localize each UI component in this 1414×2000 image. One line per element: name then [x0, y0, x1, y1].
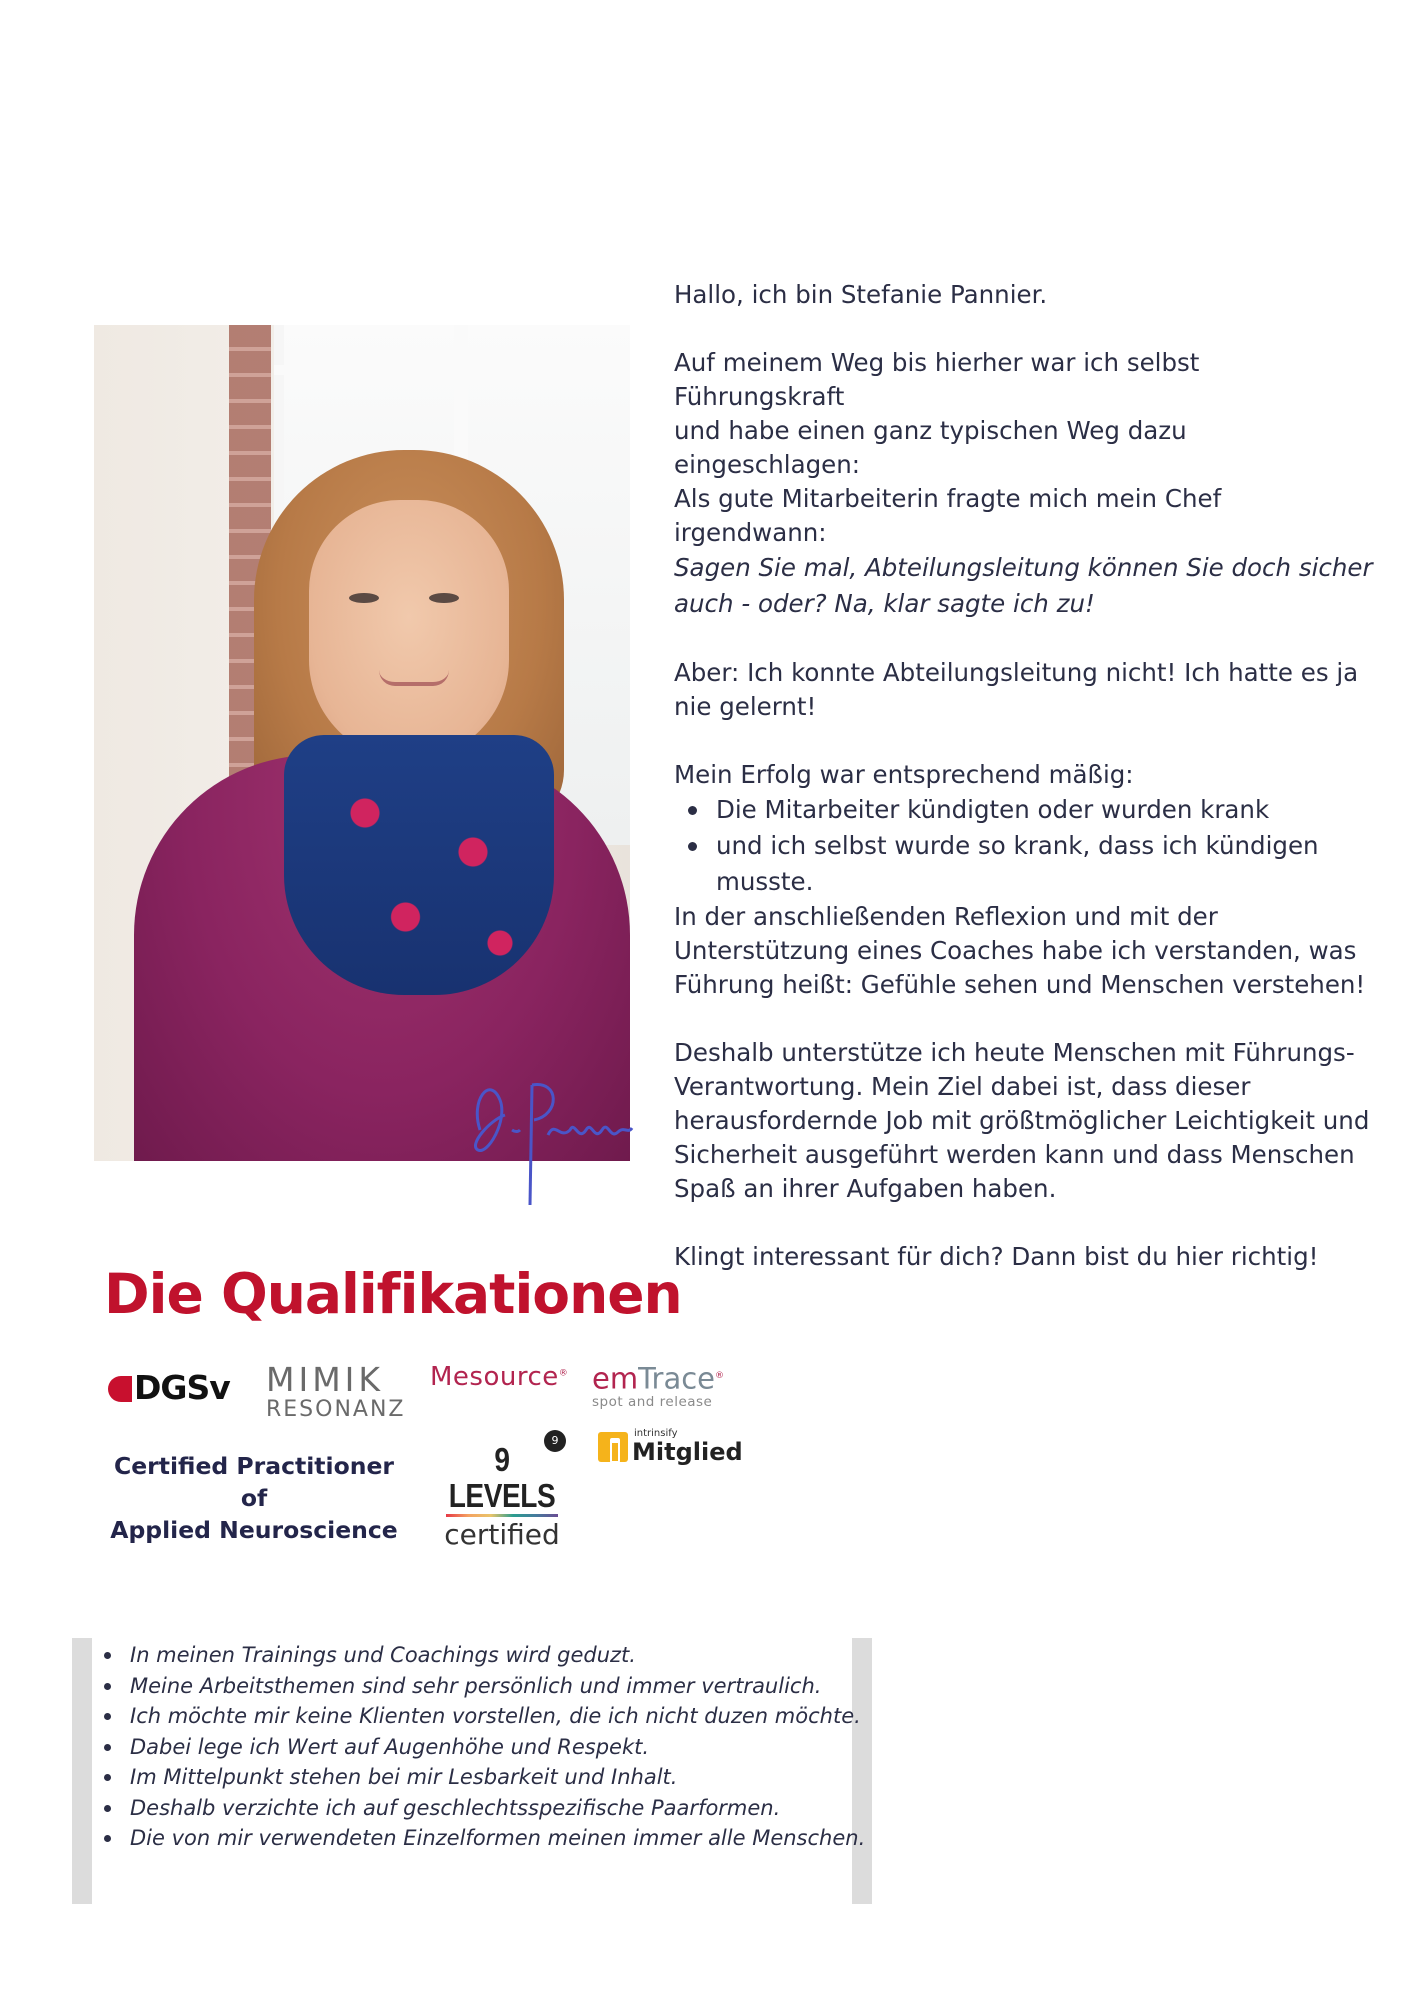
notes-box [72, 1638, 872, 1904]
list-item: Deshalb verzichte ich auf geschlechtsspezifische Paarformen. [130, 1793, 865, 1824]
intro-paragraph: In der anschließenden Reflexion und mit der Unterstützung eines Coaches habe ich verstanden, was Führung heißt: Gefühle sehen und Menschen verstehen! [674, 902, 1366, 999]
list-item: Im Mittelpunkt stehen bei mir Lesbarkeit und Inhalt. [130, 1762, 865, 1793]
window-frame [274, 365, 630, 375]
mimik-resonanz-logo: MIMIK RESONANZ [266, 1360, 406, 1422]
emtrace-logo: emTrace® spot and release [592, 1361, 725, 1410]
intrinsify-badge-icon [598, 1432, 628, 1462]
greeting: Hallo, ich bin Stefanie Pannier. [674, 280, 1048, 309]
quote: Sagen Sie mal, Abteilungsleitung können Sie doch sicher auch - oder? Na, klar sagte ich zu! [674, 553, 1373, 618]
intro-text [674, 278, 1374, 1274]
eye [349, 593, 379, 603]
eye [429, 593, 459, 603]
list-item: Die Mitarbeiter kündigten oder wurden krank [716, 792, 1374, 828]
mesource-logo: Mesource® [430, 1362, 569, 1392]
qualifications-title: Die Qualifikationen [104, 1262, 682, 1326]
list-item: Meine Arbeitsthemen sind sehr persönlich und immer vertraulich. [130, 1671, 865, 1702]
box-border [72, 1638, 92, 1904]
nine-levels-logo: 9 9 LEVELS certified [432, 1442, 572, 1553]
certified-practitioner-label: Certified Practitioner of Applied Neuroscience [110, 1452, 398, 1544]
bullet-list [674, 792, 1374, 900]
face [309, 500, 509, 760]
intro-paragraph: Aber: Ich konnte Abteilungsleitung nicht! Ich hatte es ja nie gelernt! [674, 658, 1359, 721]
list-item: Ich möchte mir keine Klienten vorstellen, die ich nicht duzen möchte. [130, 1701, 865, 1732]
list-item: In meinen Trainings und Coachings wird geduzt. [130, 1640, 865, 1671]
list-item: Dabei lege ich Wert auf Augenhöhe und Respekt. [130, 1732, 865, 1763]
intro-paragraph: Deshalb unterstütze ich heute Menschen mit Führungs- Verantwortung. Mein Ziel dabei ist, dass dieser herausfordernde Job mit größtmöglicher Leichtigkeit und Sicherheit ausgeführt werden kann und dass Menschen Spaß an ihrer Aufgaben haben. [674, 1038, 1370, 1203]
list-item: Die von mir verwendeten Einzelformen meinen immer alle Menschen. [130, 1823, 865, 1854]
intrinsify-logo: intrinsify Mitglied [598, 1428, 738, 1468]
scarf [284, 735, 554, 995]
dgsv-mark-icon [108, 1376, 132, 1402]
list-item: und ich selbst wurde so krank, dass ich kündigen musste. [716, 828, 1374, 900]
dgsv-logo: DGSv [108, 1368, 238, 1408]
intro-paragraph: Mein Erfolg war entsprechend mäßig: [674, 760, 1134, 789]
mouth [379, 670, 449, 686]
portrait-photo [94, 325, 630, 1161]
signature [460, 1060, 640, 1210]
closing-line: Klingt interessant für dich? Dann bist du hier richtig! [674, 1242, 1319, 1271]
intro-paragraph: Auf meinem Weg bis hierher war ich selbst Führungskraft und habe einen ganz typischen Weg dazu eingeschlagen: Als gute Mitarbeiterin fragte mich mein Chef irgendwann: [674, 348, 1222, 547]
notes-list [130, 1640, 865, 1854]
nine-levels-badge-icon: 9 [544, 1430, 566, 1452]
